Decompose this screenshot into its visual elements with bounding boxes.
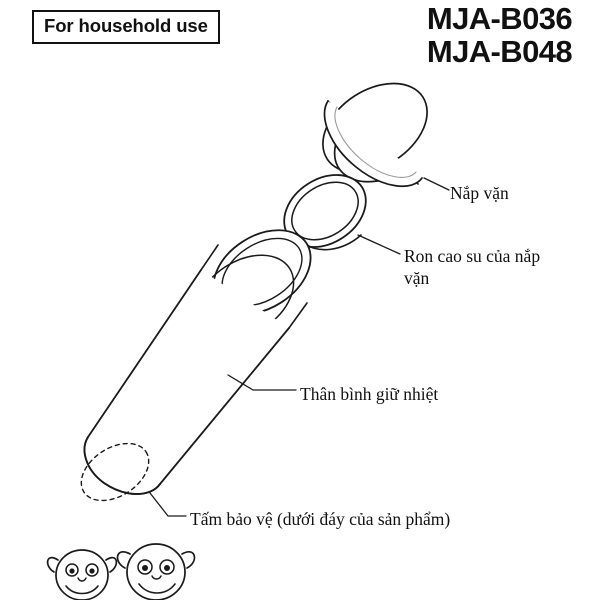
mascot-right bbox=[118, 544, 195, 600]
bottle-body-part bbox=[71, 213, 326, 512]
leader-line-pad bbox=[150, 493, 186, 516]
mascot-left bbox=[48, 550, 117, 600]
model-number-2: MJA-B048 bbox=[426, 34, 572, 70]
model-number-1: MJA-B036 bbox=[426, 1, 572, 36]
mascot-characters bbox=[48, 544, 195, 600]
household-use-badge: For household use bbox=[32, 10, 220, 44]
callout-label-cap: Nắp vặn bbox=[450, 183, 509, 203]
leader-line-cap bbox=[424, 178, 449, 190]
bottle-neck-left bbox=[201, 245, 218, 270]
callout-label-body: Thân bình giữ nhiệt bbox=[300, 384, 439, 404]
cap-part bbox=[306, 65, 443, 191]
callout-label-gasket: Ron cao su của nắp vặn bbox=[404, 246, 541, 289]
leader-line-gasket bbox=[358, 235, 400, 254]
callout-label-pad: Tấm bảo vệ (dưới đáy của sản phẩm) bbox=[190, 509, 451, 529]
bottle-neck-right bbox=[289, 303, 307, 328]
